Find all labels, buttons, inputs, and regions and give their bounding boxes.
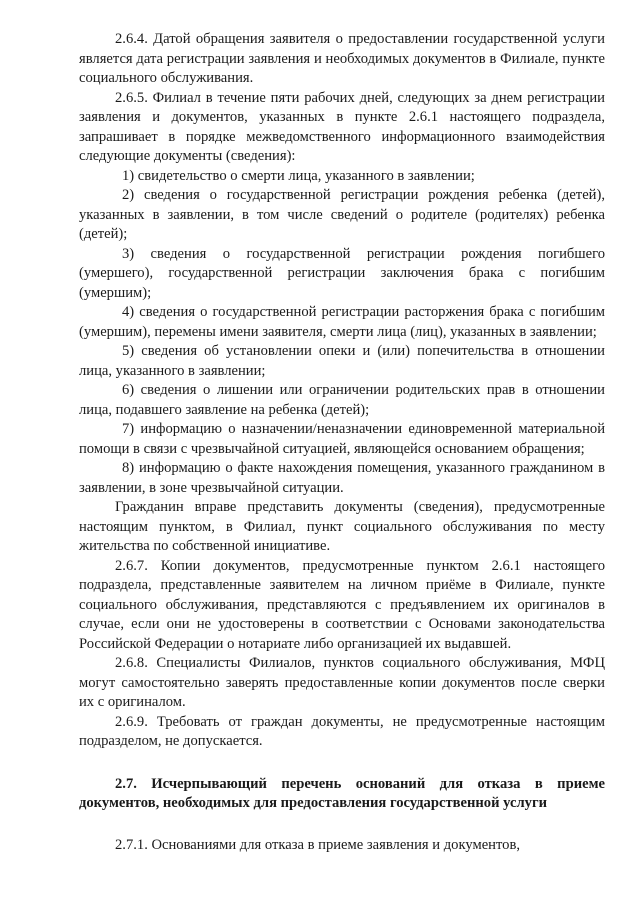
list-item: 4) сведения о государственной регистрации расторжения брака с погибшим (умершим), перемены имени заявителя, смерти лица (лиц), указанных в заявлении; [79,304,605,340]
list-item: 1) свидетельство о смерти лица, указанного в заявлении; [122,167,475,184]
paragraph-2-7-1: 2.7.1. Основаниями для отказа в приеме заявления и документов, [115,836,520,853]
paragraph-2-6-7: 2.6.7. Копии документов, предусмотренные пунктом 2.6.1 настоящего подраздела, представленные заявителем на личном приёме в Филиале, пункте социального обслуживания, представляются с предъявлением их оригиналов в случае, если они не удостоверены в соответствии с Основами законодательства Российской Федерации о нотариате либо организацией их выдавшей. [79,557,605,652]
paragraph-2-6-9: 2.6.9. Требовать от граждан документы, не предусмотренные настоящим подразделом, не допускается. [79,713,605,749]
paragraph-2-6-5: 2.6.5. Филиал в течение пяти рабочих дней, следующих за днем регистрации заявления и документов, указанных в пункте 2.6.1 настоящего подраздела, запрашивает в порядке межведомственного информационного взаимодействия следующие документы (сведения): [79,89,605,164]
list-item: 7) информацию о назначении/неназначении единовременной материальной помощи в связи с чрезвычайной ситуацией, являющейся основанием обращения; [79,421,605,457]
list-item: 5) сведения об установлении опеки и (или) попечительства в отношении лица, указанного в заявлении; [79,343,605,379]
paragraph-2-6-8: 2.6.8. Специалисты Филиалов, пунктов социального обслуживания, МФЦ могут самостоятельно заверять предоставленные копии документов после сверки их с оригиналом. [79,655,605,710]
list-item: 3) сведения о государственной регистрации рождения погибшего (умершего), государственной регистрации заключения брака с погибшим (умершим); [79,245,605,301]
paragraph-2-6-4: 2.6.4. Датой обращения заявителя о предоставлении государственной услуги является дата регистрации заявления и необходимых документов в Филиале, пункте социального обслуживания. [79,31,605,86]
list-item: 8) информацию о факте нахождения помещения, указанного гражданином в заявлении, в зоне чрезвычайной ситуации. [79,460,605,496]
list-item: 6) сведения о лишении или ограничении родительских прав в отношении лица, подавшего заявление на ребенка (детей); [79,382,605,418]
paragraph-citizen-right: Гражданин вправе представить документы (сведения), предусмотренные настоящим пунктом, в Филиал, пункт социального обслуживания по месту жительства по собственной инициативе. [79,499,605,554]
document-page [79,30,605,855]
section-heading-2-7: 2.7. Исчерпывающий перечень оснований для отказа в приеме документов, необходимых для предоставления государственной услуги [79,775,605,811]
list-item: 2) сведения о государственной регистрации рождения ребенка (детей), указанных в заявлении, в том числе сведений о родителе (родителях) ребенка (детей); [79,187,605,242]
